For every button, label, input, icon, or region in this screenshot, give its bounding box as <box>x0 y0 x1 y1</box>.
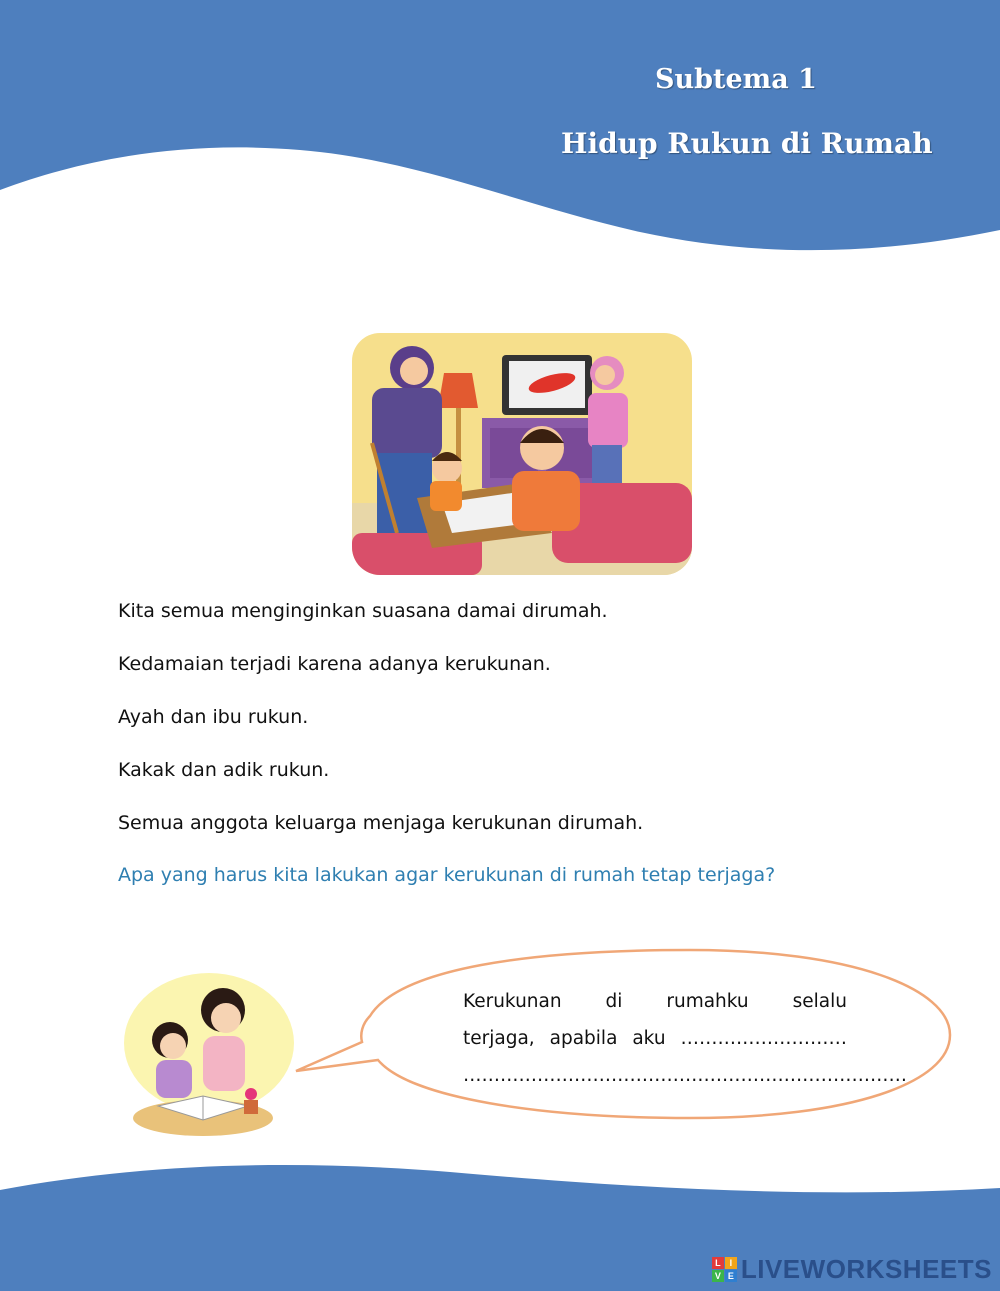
paragraph-3: Ayah dan ibu rukun. <box>118 706 309 728</box>
bubble-word: terjaga, <box>463 1028 535 1049</box>
live-badge <box>712 1257 737 1282</box>
bubble-line-3 <box>463 1057 907 1094</box>
badge-letter: L <box>712 1257 724 1269</box>
bubble-word: di <box>605 991 623 1012</box>
question-text: Apa yang harus kita lakukan agar kerukunan di rumah tetap terjaga? <box>118 864 776 886</box>
bubble-word: aku <box>632 1028 666 1049</box>
subtitle: Subtema 1 <box>655 64 817 95</box>
badge-letter: V <box>712 1270 724 1282</box>
bubble-word: apabila <box>549 1028 618 1049</box>
paragraph-2: Kedamaian terjadi karena adanya kerukunan. <box>118 653 551 675</box>
paragraph-1: Kita semua menginginkan suasana damai dirumah. <box>118 600 608 622</box>
paragraph-5: Semua anggota keluarga menjaga kerukunan dirumah. <box>118 812 644 834</box>
badge-letter: I <box>725 1257 737 1269</box>
bubble-word: Kerukunan <box>463 991 562 1012</box>
brand-name: LIVEWORKSHEETS <box>740 1254 992 1284</box>
page-title: Hidup Rukun di Rumah <box>561 127 933 160</box>
badge-letter: E <box>725 1270 737 1282</box>
bubble-word: selalu <box>792 991 847 1012</box>
reading-illustration <box>118 968 300 1150</box>
bubble-answer-text <box>463 983 907 1094</box>
answer-blank[interactable]: ……………………… <box>680 1028 847 1049</box>
bubble-line-2 <box>463 1020 847 1057</box>
liveworksheets-logo <box>712 1254 992 1285</box>
bubble-line-1 <box>463 983 847 1020</box>
bubble-word: rumahku <box>666 991 749 1012</box>
paragraph-4: Kakak dan adik rukun. <box>118 759 330 781</box>
family-illustration <box>352 333 692 575</box>
answer-blank-line[interactable]: ……………………………………………………………… <box>463 1065 907 1086</box>
